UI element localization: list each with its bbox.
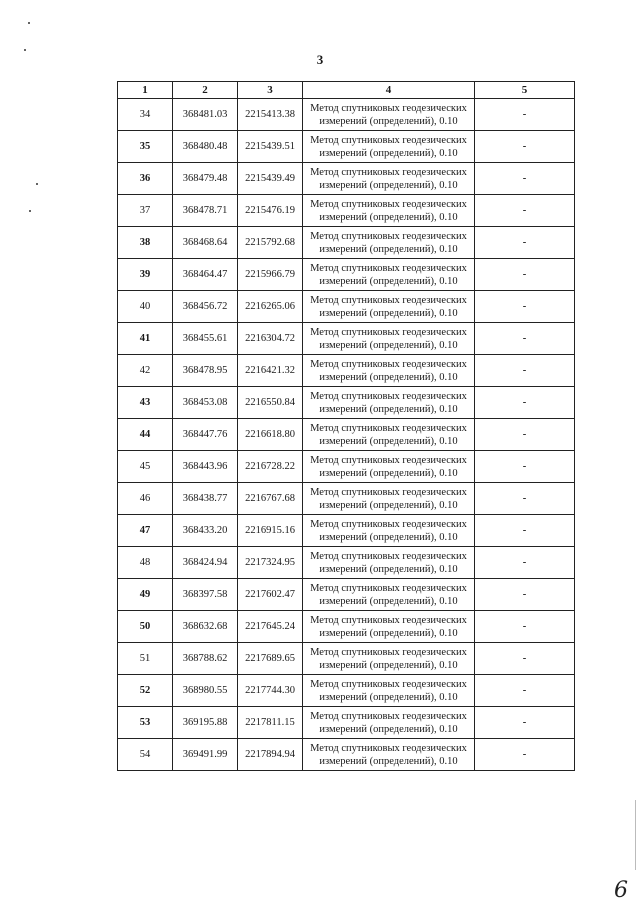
y-coordinate-cell: 2215413.38	[238, 99, 303, 131]
method-cell	[303, 195, 475, 227]
x-coordinate-cell: 368438.77	[173, 483, 238, 515]
x-coordinate-cell: 368464.47	[173, 259, 238, 291]
x-coordinate-cell: 368447.76	[173, 419, 238, 451]
table-row	[118, 483, 575, 515]
x-coordinate-cell: 368481.03	[173, 99, 238, 131]
y-coordinate-cell: 2217602.47	[238, 579, 303, 611]
scan-speck	[28, 22, 30, 24]
header-cell: 2	[173, 82, 238, 99]
method-cell	[303, 99, 475, 131]
x-coordinate-cell: 368443.96	[173, 451, 238, 483]
x-coordinate-cell: 369195.88	[173, 707, 238, 739]
table-row	[118, 707, 575, 739]
page-number: 3	[316, 52, 324, 67]
header-cell: 1	[118, 82, 173, 99]
method-line-1: Метод спутниковых геодезических	[310, 422, 467, 434]
method-cell	[303, 739, 475, 771]
y-coordinate-cell: 2216728.22	[238, 451, 303, 483]
method-line-2: измерений (определений), 0.10	[319, 435, 458, 447]
table-row	[118, 419, 575, 451]
point-number-cell: 37	[118, 195, 173, 227]
method-cell	[303, 163, 475, 195]
header-cell: 3	[238, 82, 303, 99]
y-coordinate-cell: 2216767.68	[238, 483, 303, 515]
method-line-1: Метод спутниковых геодезических	[310, 582, 467, 594]
y-coordinate-cell: 2216550.84	[238, 387, 303, 419]
point-number-cell: 50	[118, 611, 173, 643]
point-number-cell: 35	[118, 131, 173, 163]
y-coordinate-cell: 2216265.06	[238, 291, 303, 323]
col5-cell: -	[475, 675, 575, 707]
col5-cell: -	[475, 579, 575, 611]
x-coordinate-cell: 368480.48	[173, 131, 238, 163]
method-line-1: Метод спутниковых геодезических	[310, 358, 467, 370]
method-cell	[303, 675, 475, 707]
method-line-2: измерений (определений), 0.10	[319, 755, 458, 767]
method-line-2: измерений (определений), 0.10	[319, 243, 458, 255]
method-line-1: Метод спутниковых геодезических	[310, 134, 467, 146]
point-number-cell: 53	[118, 707, 173, 739]
col5-cell: -	[475, 131, 575, 163]
method-line-2: измерений (определений), 0.10	[319, 595, 458, 607]
method-line-1: Метод спутниковых геодезических	[310, 454, 467, 466]
point-number-cell: 34	[118, 99, 173, 131]
method-line-2: измерений (определений), 0.10	[319, 179, 458, 191]
method-line-2: измерений (определений), 0.10	[319, 723, 458, 735]
table-row	[118, 451, 575, 483]
method-line-2: измерений (определений), 0.10	[319, 499, 458, 511]
y-coordinate-cell: 2217689.65	[238, 643, 303, 675]
method-line-1: Метод спутниковых геодезических	[310, 262, 467, 274]
table-row	[118, 387, 575, 419]
table-row	[118, 355, 575, 387]
y-coordinate-cell: 2217894.94	[238, 739, 303, 771]
method-line-2: измерений (определений), 0.10	[319, 563, 458, 575]
method-line-1: Метод спутниковых геодезических	[310, 102, 467, 114]
y-coordinate-cell: 2215439.51	[238, 131, 303, 163]
method-line-2: измерений (определений), 0.10	[319, 531, 458, 543]
x-coordinate-cell: 368433.20	[173, 515, 238, 547]
col5-cell: -	[475, 163, 575, 195]
table-row	[118, 579, 575, 611]
point-number-cell: 52	[118, 675, 173, 707]
y-coordinate-cell: 2216421.32	[238, 355, 303, 387]
method-cell	[303, 451, 475, 483]
col5-cell: -	[475, 515, 575, 547]
x-coordinate-cell: 368456.72	[173, 291, 238, 323]
method-line-2: измерений (определений), 0.10	[319, 627, 458, 639]
col5-cell: -	[475, 419, 575, 451]
scan-speck	[24, 49, 26, 51]
point-number-cell: 43	[118, 387, 173, 419]
col5-cell: -	[475, 259, 575, 291]
method-line-1: Метод спутниковых геодезических	[310, 198, 467, 210]
scan-speck	[36, 183, 38, 185]
method-cell	[303, 291, 475, 323]
table-row	[118, 259, 575, 291]
method-cell	[303, 579, 475, 611]
table-row	[118, 515, 575, 547]
y-coordinate-cell: 2217645.24	[238, 611, 303, 643]
col5-cell: -	[475, 483, 575, 515]
point-number-cell: 46	[118, 483, 173, 515]
method-line-2: измерений (определений), 0.10	[319, 659, 458, 671]
point-number-cell: 39	[118, 259, 173, 291]
method-line-1: Метод спутниковых геодезических	[310, 678, 467, 690]
method-cell	[303, 355, 475, 387]
point-number-cell: 47	[118, 515, 173, 547]
y-coordinate-cell: 2216618.80	[238, 419, 303, 451]
method-cell	[303, 419, 475, 451]
method-cell	[303, 707, 475, 739]
x-coordinate-cell: 368455.61	[173, 323, 238, 355]
point-number-cell: 36	[118, 163, 173, 195]
table-row	[118, 675, 575, 707]
method-cell	[303, 323, 475, 355]
col5-cell: -	[475, 643, 575, 675]
x-coordinate-cell: 368453.08	[173, 387, 238, 419]
col5-cell: -	[475, 195, 575, 227]
col5-cell: -	[475, 707, 575, 739]
col5-cell: -	[475, 547, 575, 579]
method-line-2: измерений (определений), 0.10	[319, 211, 458, 223]
scan-edge-line	[635, 800, 636, 870]
col5-cell: -	[475, 387, 575, 419]
table-header-row	[118, 82, 575, 99]
method-cell	[303, 547, 475, 579]
method-line-2: измерений (определений), 0.10	[319, 147, 458, 159]
col5-cell: -	[475, 227, 575, 259]
x-coordinate-cell: 369491.99	[173, 739, 238, 771]
point-number-cell: 54	[118, 739, 173, 771]
method-line-1: Метод спутниковых геодезических	[310, 390, 467, 402]
y-coordinate-cell: 2215792.68	[238, 227, 303, 259]
method-line-1: Метод спутниковых геодезических	[310, 486, 467, 498]
x-coordinate-cell: 368478.71	[173, 195, 238, 227]
table-row	[118, 291, 575, 323]
x-coordinate-cell: 368468.64	[173, 227, 238, 259]
method-line-1: Метод спутниковых геодезических	[310, 646, 467, 658]
method-line-2: измерений (определений), 0.10	[319, 307, 458, 319]
y-coordinate-cell: 2217324.95	[238, 547, 303, 579]
handwritten-page-mark: 6	[614, 878, 628, 903]
method-cell	[303, 227, 475, 259]
y-coordinate-cell: 2215966.79	[238, 259, 303, 291]
point-number-cell: 38	[118, 227, 173, 259]
method-line-2: измерений (определений), 0.10	[319, 371, 458, 383]
table-row	[118, 323, 575, 355]
table-row	[118, 227, 575, 259]
x-coordinate-cell: 368424.94	[173, 547, 238, 579]
y-coordinate-cell: 2216304.72	[238, 323, 303, 355]
x-coordinate-cell: 368397.58	[173, 579, 238, 611]
method-line-1: Метод спутниковых геодезических	[310, 294, 467, 306]
header-cell: 4	[303, 82, 475, 99]
method-line-1: Метод спутниковых геодезических	[310, 742, 467, 754]
method-cell	[303, 131, 475, 163]
col5-cell: -	[475, 291, 575, 323]
method-line-1: Метод спутниковых геодезических	[310, 518, 467, 530]
x-coordinate-cell: 368632.68	[173, 611, 238, 643]
y-coordinate-cell: 2217744.30	[238, 675, 303, 707]
method-line-2: измерений (определений), 0.10	[319, 115, 458, 127]
table-row	[118, 739, 575, 771]
point-number-cell: 40	[118, 291, 173, 323]
table-row	[118, 611, 575, 643]
method-line-1: Метод спутниковых геодезических	[310, 550, 467, 562]
point-number-cell: 49	[118, 579, 173, 611]
method-line-1: Метод спутниковых геодезических	[310, 326, 467, 338]
col5-cell: -	[475, 451, 575, 483]
table-row	[118, 131, 575, 163]
table-row	[118, 547, 575, 579]
table-row	[118, 195, 575, 227]
scan-speck	[29, 210, 31, 212]
col5-cell: -	[475, 611, 575, 643]
method-cell	[303, 259, 475, 291]
method-cell	[303, 643, 475, 675]
y-coordinate-cell: 2215439.49	[238, 163, 303, 195]
method-line-1: Метод спутниковых геодезических	[310, 614, 467, 626]
table-row	[118, 163, 575, 195]
point-number-cell: 42	[118, 355, 173, 387]
point-number-cell: 45	[118, 451, 173, 483]
x-coordinate-cell: 368479.48	[173, 163, 238, 195]
coordinates-table	[117, 81, 575, 771]
method-line-1: Метод спутниковых геодезических	[310, 710, 467, 722]
method-line-2: измерений (определений), 0.10	[319, 691, 458, 703]
x-coordinate-cell: 368980.55	[173, 675, 238, 707]
method-line-2: измерений (определений), 0.10	[319, 403, 458, 415]
y-coordinate-cell: 2215476.19	[238, 195, 303, 227]
table-row	[118, 643, 575, 675]
header-cell: 5	[475, 82, 575, 99]
method-cell	[303, 611, 475, 643]
col5-cell: -	[475, 99, 575, 131]
x-coordinate-cell: 368478.95	[173, 355, 238, 387]
method-line-2: измерений (определений), 0.10	[319, 275, 458, 287]
point-number-cell: 41	[118, 323, 173, 355]
point-number-cell: 48	[118, 547, 173, 579]
table-row	[118, 99, 575, 131]
col5-cell: -	[475, 323, 575, 355]
y-coordinate-cell: 2216915.16	[238, 515, 303, 547]
x-coordinate-cell: 368788.62	[173, 643, 238, 675]
method-line-1: Метод спутниковых геодезических	[310, 230, 467, 242]
method-line-2: измерений (определений), 0.10	[319, 339, 458, 351]
method-cell	[303, 387, 475, 419]
method-line-2: измерений (определений), 0.10	[319, 467, 458, 479]
point-number-cell: 51	[118, 643, 173, 675]
method-cell	[303, 483, 475, 515]
y-coordinate-cell: 2217811.15	[238, 707, 303, 739]
method-line-1: Метод спутниковых геодезических	[310, 166, 467, 178]
method-cell	[303, 515, 475, 547]
point-number-cell: 44	[118, 419, 173, 451]
col5-cell: -	[475, 739, 575, 771]
col5-cell: -	[475, 355, 575, 387]
